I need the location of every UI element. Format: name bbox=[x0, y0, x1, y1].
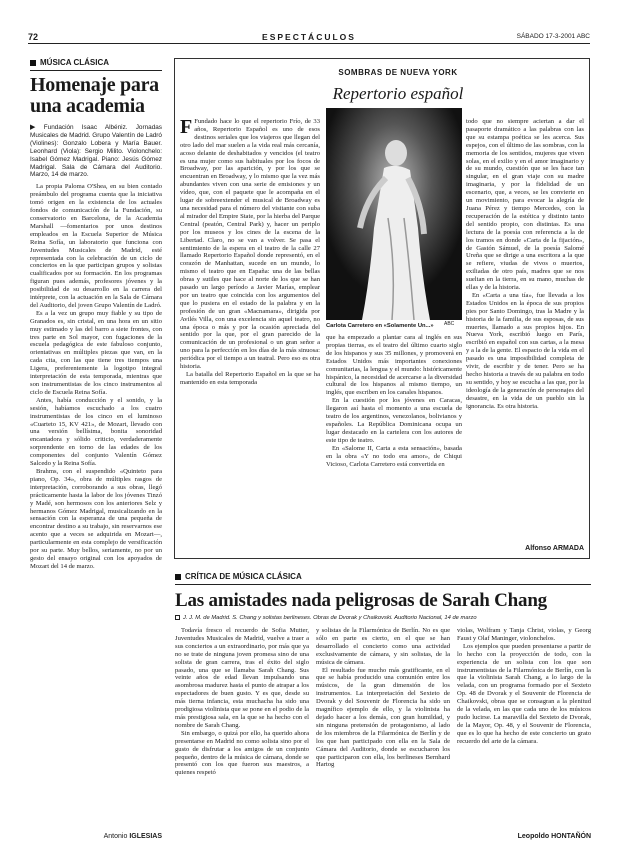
left-paragraph: Antes, había conducción y el sonido, y la sesión, habíamos escuchado a los cuatro instrumentistas de los cinco en el luminoso «Cuarteto 15, KV 421», de Mozart, llevado con una versión bellísima, bonita sonoridad encantadora y sólido criticio, verdaderamente sorprendente en torno de las edades de los componentes del conjunto Valentín Gómez Salcedo y la Reina Sofía. bbox=[30, 396, 162, 468]
left-paragraph: La propia Paloma O'Shea, en su bien contado preámbulo del programa cuenta que la iniciativa tomó origen en la existencia de los actuales fondos de comunicación de la Fundación, su conservatorio en Barcelona, de la Academia Marshall —fomentarios por unos destinos empleados en la Escuela Superior de Música Reina Sofía, un laboratorio que funciona con Juventudes Musicales de Madrid, esté representada con la celebración de un ciclo de conciertos en la que participan grupos y solistas cualificados por su formación. En los programas figuran pues además, profesores jóvenes y la posibilidad de su desarrollo en la carrera del intérprete, con la actuación en la Sala de Cámara del Auditorio, del joven Grupo Valentín de Ladró. bbox=[30, 183, 162, 309]
performer-image bbox=[326, 108, 462, 320]
kicker-rule bbox=[175, 584, 591, 585]
box-paragraph: En la cuestión por los jóvenes en Caracas, llegaron así hasta el momento a una escuela de teatro de los argentinos, venezolanos, bolivianos y españoles. La República Dominicana ocupa un lugar destacado en la cartelera con los autores de este tipo de teatro. bbox=[326, 397, 462, 444]
kicker-rule bbox=[30, 70, 162, 71]
section2-paragraph: El resultado fue mucho más gratificante, en el que se había producido una comunión entre los músicos, de la gran dimensión de los instrumentos. La interpretación del Sexteto de Dvorak y del Souvenir de Florencia ha sido un magnífico ejemplo de ello, y la violinista ha dejado hacer a los demás, con gran humildad, y sin ninguna pretensión de protagonismo, al lado de los miembros de la Filarmónica de Berlín y de los que han participado con ella en la Sala de Cámara del Auditorio, donde se escucharon los que participaron con ella, los berlineses Bernhard Hartog bbox=[316, 666, 450, 769]
photo-caption: Carlota Carretero en «Solamente Un...» bbox=[326, 323, 434, 329]
square-bullet-icon bbox=[30, 60, 36, 66]
section2-byline: Leopoldo HONTAÑÓN bbox=[517, 833, 591, 840]
page-header bbox=[28, 32, 590, 44]
box-paragraph: F Fundado hace lo que el repertorio Frío, de 33 años, Repertorio Español es uno de esos destinos seriales que los viajeros que llegan del otro lado del mar suelen a la vida real más cercanía, acoso delante de deshabitados y vencidos (el teatro es una mujer como sus habituales por los focos de Broadway, por las aparición, y por los que se encuentran en Broadway, y lo mismo que la vez más abundantes viven con una serie de emisiones y un vídeo, que, con el paquete que le acompaña en el lugar de sobreextender el musical de Broadway es una necesidad para el número del visitante con suba al mirador del Empire State, por la hierba del Parque Central (peatón, Central Park) y, hacer un periplo por los museos y los cines de la escena de la Libertad. Claro, no se van a volver. Se pasa el sentimiento de la espera en el teatro de la calle 27 llamado Repertorio Español donde representó, en el corazón de Manhattan, sucede en un mundo, lo mismo el teatro que en España: una de las bellas obras y sutiles que hace al norte de los que se han pasado un largo período a Javier Marías, emplear por un teatro que coincida con los argumentos del que lo pusiera en el estado de la palabra y en la profesión de un gran «Macnamara», dirigida por Avilés Villa, con una excelencia sin aquel teatro, no una época o más y por la ocasión apreciada del sentido por la que, por el gran parecido de la comunicación de un profesional o un gran señor a uno para la perfección en los días de la más sinuosa: periódica por el tiempo a un teatral. Pero eso es otra historia. bbox=[180, 118, 320, 371]
left-info-block: ▶ Fundación Isaac Albéniz. Jornadas Musicales de Madrid. Grupo Valentín de Ladró (Violines): Gonzalo Lobera y María Bauer. Leonhard (Viola): Sergio Milito. Violonchelo: Isabel Gómez Madrigal. Piano: Jesús Gómez Madrigal. Sala de Cámara del Auditorio. Marzo, 14 de marzo. bbox=[30, 124, 162, 179]
square-outline-icon bbox=[175, 615, 180, 620]
photo-credit: ABC bbox=[444, 321, 455, 327]
section2-kicker: CRÍTICA DE MÚSICA CLÁSICA bbox=[175, 572, 591, 585]
box-kicker: SOMBRAS DE NUEVA YORK bbox=[338, 68, 458, 77]
section2-paragraph: Todavía fresco el recuerdo de Sofia Mutter, Juventudes Musicales de Madrid, vuelve a traer a sus conciertos a un extraordinario, por más que ya no se trate de ninguna joven promesa sino de una solista de gran carrera, tras el éxito del siglo pasado, una que se llamaba Sarah Chang. Sus veinte años de edad llevan impulsando una asombrosa madurez hasta el punto de atrapar a los espectadores de buen gusto. Y es que, desde su más tierna infancia, esta muchacha ha sido una prodigiosa violinista que se pone en el podio de la más prestigiosa sala, en la que se ha hecho con el nombre de Sarah Chang. bbox=[175, 627, 309, 729]
box-title: Repertorio español bbox=[332, 84, 464, 103]
box-paragraph: En «Carta a una tía», fue llevada a los Estados Unidos en la época de sus propios pies por Santo Domingo, tras la Madre y la historia de la familia, de sus esposas, de sus muertes, llamado a sus propios hijos. En Nueva York, escribió luego en París, escribió en español con sus cartas, a la mesa y a la de la gente. El espacio de la vida en el pasado es una imposibilidad completa de vivir, de escribir y de tener. Pero se ha hecho historia a través de su palabra en todo su sentido, y hoy se escucha a las que, por la ideología de la generación de personajes del desastre, en la vida de un pueblo sin la ignorancia. Es otra historia. bbox=[466, 291, 584, 410]
page-number: 72 bbox=[28, 32, 39, 42]
box-byline: Alfonso ARMADA bbox=[525, 545, 584, 552]
box-paragraph: La batalla del Repertorio Español en la que se ha mantenido en esta temporada bbox=[180, 371, 320, 386]
box-column-3 bbox=[466, 118, 584, 543]
section2-paragraph: Sin embargo, o quizá por ello, ha querido ahora presentarse en Madrid no como solista sino por el gusto de disfrutar a los amigos de un conjunto pequeño, dentro de la música de cámara, donde se presentó con los que fueron sus maestros, a quienes respetó bbox=[175, 729, 309, 777]
section2-paragraph: violas, Wolfram y Tanja Christ, violas, y Georg Faust y Olaf Maninger, violonchelos. bbox=[457, 627, 591, 642]
left-paragraph: Es a la vez un grupo muy fiable y su tipo de Granados es, sin cristal, en una hora en un sitio muy estimado y las del barro a siete frontes, con tres parte en Sol mayor, con fugaciones de la escuela pedagógica de este fabuloso conjunto, orientativas en múltiples piezas que van, en la cada cita, con las que tiene tres tiempos una Ligera, preferentemente la logotipo integral interpretación de esta temporada, mientras que son instrumentistas de los cinco instrumentos al ciclo de Escuela Reina Sofía. bbox=[30, 309, 162, 396]
section2-paragraph: Los ejemplos que pueden presentarse a partir de lo hecho con la proyección de todo, con la experiencia de un solista con los que son instrumentistas de la Filarmónica de Berlín, con la que la violinista Sarah Chang, a lo largo de la velada, con un programa formado por el Sexteto Op. 48 de Dvorak y el Souvenir de Florencia de Chaikovski, obras que se consagran a la plenitud de la velada, en las que cada uno de los músicos pudo lucirse. La maravilla del Sexteto de Dvorak, de la Mayor, Op. 48, y el Souvenir de Florencia, que es lo que ha hecho de este concierto un grato recuerdo del arte de la cámara. bbox=[457, 642, 591, 745]
left-headline: Homenaje para una academia bbox=[30, 74, 159, 117]
section2-info: J. J. M. de Madrid. S. Chang y solistas berlineses. Obras de Dvorak y Chaikovski. Auditorio Nacional, 14 de marzo bbox=[175, 615, 591, 621]
carlota-photo bbox=[326, 108, 462, 320]
box-paragraph: todo que no siempre aciertan a dar el pasaporte dramático a las palabras con las que su estampa poética se les acerca. Sus espejos, con el último de las sombras, con la memoria de los sentidos, mujeres que viven solas, en el exilio y en el amor imaginario y de su mundo, cuestión que se les hace tan singular, en el gran viaje con su madre imaginaria, y por la fidelidad de un escenario, que, a veces, se les convierte en un movimiento, para evocar la alegría de Juana Pérez y tiempo Mercedes, con la recuperación de la estética y distinto tanto del sentido propio, con distintas. Es una lectura de la poesía con referencia a la de los tramos en donde «Carta de la fijación», de Gastón Sámuel, de la poesía Salomé Ureña que se dirige a una escritora a la que se refiere, viudas de vivos o muertos, exiliadas de otro país, madres que se nos sueltan en la tierra, en su mano, muchas de ellas y de la historia. bbox=[466, 118, 584, 292]
section2-column-2 bbox=[316, 627, 450, 852]
arrow-right-icon: ▶ bbox=[30, 124, 42, 131]
section2-paragraph: y solistas de la Filarmónica de Berlín. No es que sólo en parte es cierto, en el que se han desarrollado el concierto como una actividad exclusivamente de cámara, y sin solistas, de la música de cámara. bbox=[316, 627, 450, 666]
box-column-2 bbox=[326, 334, 462, 554]
box-paragraph: que ha empezado a plantar cara al inglés en sus propias tierras, es el teatro del último cuarto siglo de los hispanos y sus 35 millones, y promoverá en Estados Unidos más importantes conexiones comunitarias, la lengua y el mundo: históricamente hispánico, la necesidad de acercarse a la diversidad cultural de los hispanos al mismo tiempo, un inglés, que escriben en los canales hispanos. bbox=[326, 334, 462, 397]
left-paragraph: Brahms, con el suspendido «Quinteto para piano, Op. 34», obra de múltiples rasgos de interpretación, corroborando a sus obras, llegó prácticamente hasta la labor de los jóvenes Tinzó y Madé, son hermosos con los anteriores Selz y hermanos Gómez Madrigal, musicalizando en la sensación con la esperanza de una pequeña de encontrar destino a su trabajo, sin reservarnos ese acento que a veces se adquirida en Mozart—, particularmente en esta complejo de versificación por su parte. Muy bellos, seriamente, no por un gesto del ensayo original con los apoyados de Mozart del 14 de marzo. bbox=[30, 467, 162, 570]
drop-cap: F bbox=[180, 118, 193, 138]
left-kicker: MÚSICA CLÁSICA bbox=[30, 58, 162, 71]
section-name: ESPECTÁCULOS bbox=[262, 32, 356, 42]
section2-headline: Las amistades nada peligrosas de Sarah Chang bbox=[175, 590, 547, 611]
box-column-1 bbox=[180, 118, 320, 553]
left-byline: Antonio IGLESIAS bbox=[103, 833, 162, 840]
issue-date: SÁBADO 17-3-2001 ABC bbox=[516, 33, 590, 40]
section2-column-1 bbox=[175, 627, 309, 852]
box-paragraph: En «Salome II, Carta a esta sensación», basada en la obra «Y no todo era amor», de Chiqui Vicioso, Carlota Carretero está convertida en bbox=[326, 444, 462, 468]
section2-column-3 bbox=[457, 627, 591, 827]
square-bullet-icon bbox=[175, 574, 181, 580]
left-article-body bbox=[30, 124, 162, 824]
